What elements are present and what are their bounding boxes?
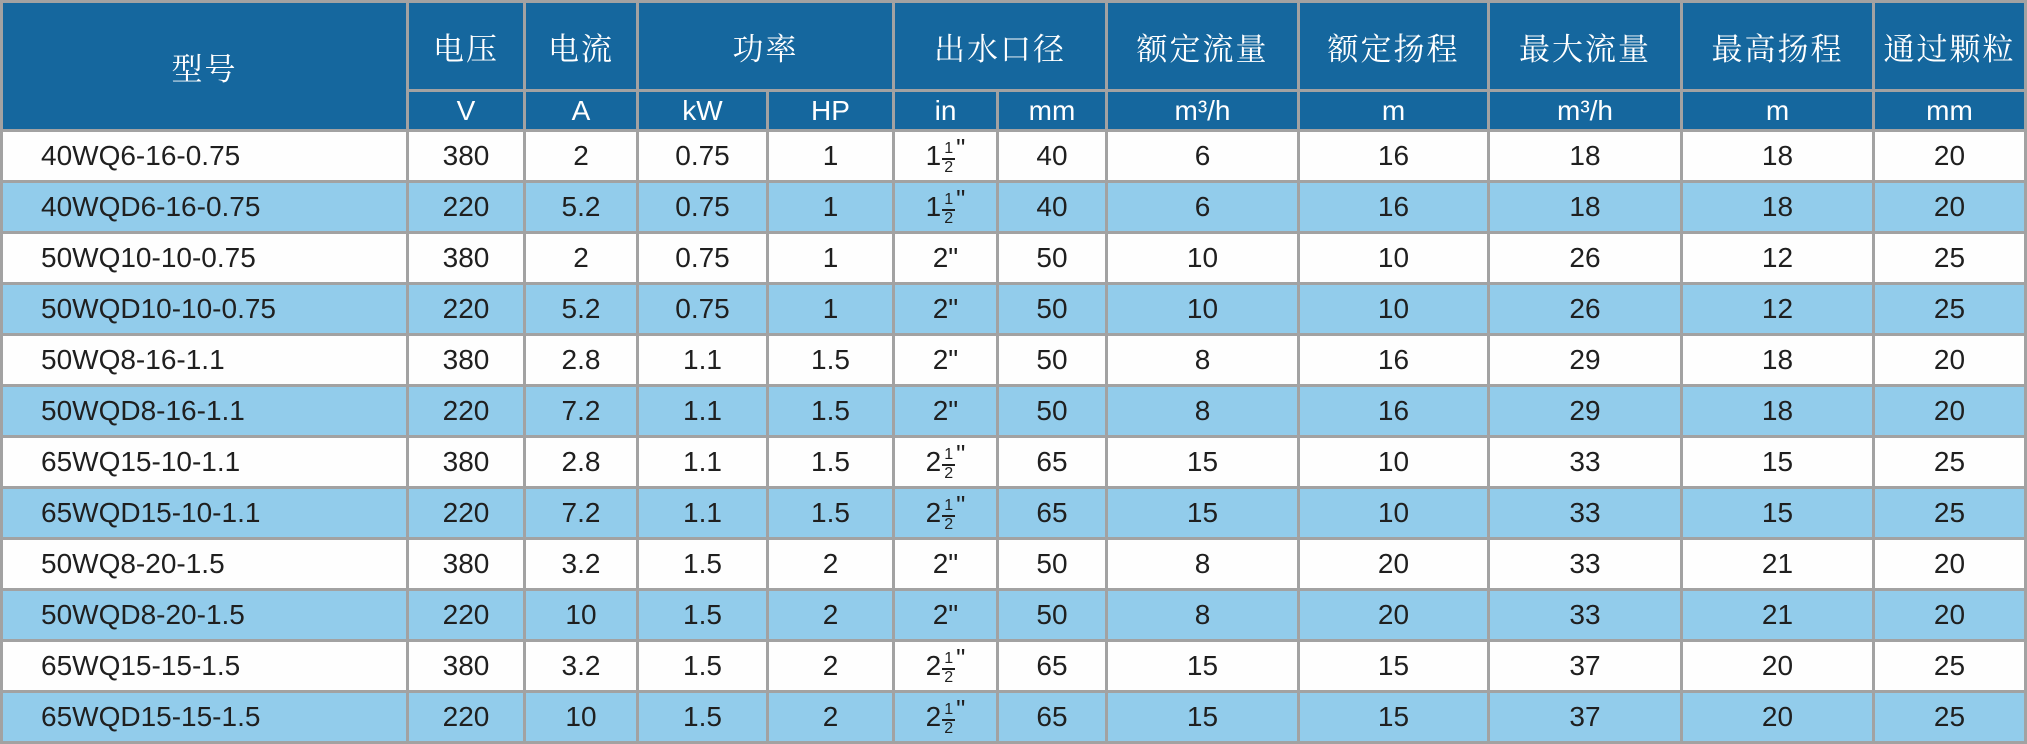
value-cell: 2" — [894, 335, 998, 386]
value-cell: 12 — [1682, 284, 1874, 335]
value-cell: 2 — [768, 539, 894, 590]
value-cell: 12 — [1682, 233, 1874, 284]
value-cell: 2" — [894, 386, 998, 437]
value-cell: 21 — [1682, 590, 1874, 641]
column-header-current: 电流 — [525, 2, 638, 91]
value-cell — [894, 182, 998, 233]
value-cell: 33 — [1489, 590, 1682, 641]
value-cell: 1.1 — [638, 335, 768, 386]
value-cell: 40 — [998, 131, 1107, 182]
table-row — [2, 590, 2026, 641]
value-cell: 1.5 — [638, 641, 768, 692]
value-cell: 18 — [1682, 335, 1874, 386]
inch-fraction-value: 2 $\frac{1}{2}$ " — [925, 490, 966, 533]
value-cell: 380 — [408, 539, 525, 590]
value-cell: 16 — [1299, 386, 1489, 437]
value-cell: 0.75 — [638, 233, 768, 284]
value-cell: 1.5 — [768, 488, 894, 539]
value-cell: 50 — [998, 539, 1107, 590]
value-cell: 15 — [1107, 641, 1299, 692]
model-cell: 50WQ10-10-0.75 — [2, 233, 408, 284]
inch-fraction-value: 1 $\frac{1}{2}$ " — [925, 184, 966, 227]
value-cell: 26 — [1489, 284, 1682, 335]
value-cell: 1.5 — [638, 692, 768, 743]
model-cell: 40WQ6-16-0.75 — [2, 131, 408, 182]
value-cell: 2" — [894, 233, 998, 284]
value-cell: 10 — [1299, 488, 1489, 539]
header-row-labels — [2, 2, 2026, 91]
model-cell: 50WQ8-20-1.5 — [2, 539, 408, 590]
table-row — [2, 284, 2026, 335]
value-cell: 3.2 — [525, 641, 638, 692]
model-cell: 50WQ8-16-1.1 — [2, 335, 408, 386]
value-cell: 2" — [894, 284, 998, 335]
value-cell: 8 — [1107, 386, 1299, 437]
value-cell: 18 — [1489, 182, 1682, 233]
value-cell: 37 — [1489, 641, 1682, 692]
value-cell: 1 — [768, 182, 894, 233]
value-cell: 380 — [408, 233, 525, 284]
model-cell: 65WQ15-15-1.5 — [2, 641, 408, 692]
value-cell — [894, 131, 998, 182]
value-cell: 0.75 — [638, 131, 768, 182]
unit-power-hp: HP — [768, 91, 894, 131]
value-cell: 2 — [525, 233, 638, 284]
inch-fraction-value: 1 $\frac{1}{2}$ " — [925, 133, 966, 176]
value-cell: 29 — [1489, 386, 1682, 437]
value-cell: 18 — [1682, 131, 1874, 182]
value-cell: 15 — [1107, 488, 1299, 539]
value-cell: 18 — [1489, 131, 1682, 182]
value-cell: 20 — [1874, 131, 2026, 182]
value-cell: 380 — [408, 131, 525, 182]
value-cell: 7.2 — [525, 386, 638, 437]
value-cell: 15 — [1299, 641, 1489, 692]
table-row — [2, 488, 2026, 539]
value-cell: 8 — [1107, 590, 1299, 641]
value-cell — [894, 488, 998, 539]
inch-fraction-value: 2 $\frac{1}{2}$ " — [925, 439, 966, 482]
value-cell: 20 — [1682, 641, 1874, 692]
inch-fraction-value: 2 $\frac{1}{2}$ " — [925, 643, 966, 686]
value-cell: 10 — [525, 590, 638, 641]
table-row — [2, 233, 2026, 284]
value-cell: 25 — [1874, 692, 2026, 743]
value-cell: 2" — [894, 590, 998, 641]
model-cell: 65WQD15-10-1.1 — [2, 488, 408, 539]
value-cell: 15 — [1299, 692, 1489, 743]
column-header-model: 型号 — [2, 2, 408, 131]
value-cell: 380 — [408, 437, 525, 488]
value-cell: 18 — [1682, 386, 1874, 437]
value-cell: 3.2 — [525, 539, 638, 590]
model-cell: 50WQD10-10-0.75 — [2, 284, 408, 335]
unit-max-flow: m³/h — [1489, 91, 1682, 131]
value-cell: 1.5 — [638, 539, 768, 590]
column-header-max-head: 最高扬程 — [1682, 2, 1874, 91]
value-cell: 16 — [1299, 182, 1489, 233]
value-cell: 220 — [408, 692, 525, 743]
value-cell — [894, 641, 998, 692]
value-cell: 16 — [1299, 131, 1489, 182]
value-cell: 65 — [998, 641, 1107, 692]
table-row — [2, 131, 2026, 182]
value-cell: 50 — [998, 284, 1107, 335]
table-row — [2, 539, 2026, 590]
value-cell: 21 — [1682, 539, 1874, 590]
value-cell — [894, 692, 998, 743]
value-cell: 15 — [1107, 437, 1299, 488]
unit-voltage: V — [408, 91, 525, 131]
value-cell: 1.1 — [638, 386, 768, 437]
table-row — [2, 386, 2026, 437]
value-cell: 50 — [998, 386, 1107, 437]
value-cell: 380 — [408, 335, 525, 386]
model-cell: 65WQD15-15-1.5 — [2, 692, 408, 743]
table-row — [2, 692, 2026, 743]
value-cell: 29 — [1489, 335, 1682, 386]
table-row — [2, 641, 2026, 692]
value-cell: 1 — [768, 131, 894, 182]
table-row — [2, 437, 2026, 488]
value-cell: 1.1 — [638, 437, 768, 488]
table-header — [2, 2, 2026, 131]
value-cell — [894, 437, 998, 488]
column-header-outlet: 出水口径 — [894, 2, 1107, 91]
value-cell: 20 — [1874, 539, 2026, 590]
value-cell: 65 — [998, 488, 1107, 539]
unit-rated-flow: m³/h — [1107, 91, 1299, 131]
model-cell: 40WQD6-16-0.75 — [2, 182, 408, 233]
value-cell: 2 — [768, 641, 894, 692]
value-cell: 25 — [1874, 233, 2026, 284]
value-cell: 10 — [1107, 233, 1299, 284]
column-header-power: 功率 — [638, 2, 894, 91]
value-cell: 20 — [1874, 590, 2026, 641]
unit-current: A — [525, 91, 638, 131]
inch-fraction-value: 2 $\frac{1}{2}$ " — [925, 694, 966, 737]
value-cell: 220 — [408, 488, 525, 539]
unit-max-head: m — [1682, 91, 1874, 131]
unit-outlet-mm: mm — [998, 91, 1107, 131]
value-cell: 50 — [998, 233, 1107, 284]
value-cell: 20 — [1299, 590, 1489, 641]
value-cell: 25 — [1874, 437, 2026, 488]
value-cell: 50 — [998, 590, 1107, 641]
value-cell: 6 — [1107, 182, 1299, 233]
column-header-max-flow: 最大流量 — [1489, 2, 1682, 91]
value-cell: 20 — [1874, 335, 2026, 386]
value-cell: 2.8 — [525, 335, 638, 386]
value-cell: 220 — [408, 590, 525, 641]
value-cell: 220 — [408, 386, 525, 437]
value-cell: 1.5 — [638, 590, 768, 641]
value-cell: 15 — [1682, 437, 1874, 488]
value-cell: 5.2 — [525, 284, 638, 335]
unit-outlet-in: in — [894, 91, 998, 131]
column-header-rated-flow: 额定流量 — [1107, 2, 1299, 91]
value-cell: 15 — [1682, 488, 1874, 539]
value-cell: 220 — [408, 182, 525, 233]
value-cell: 0.75 — [638, 284, 768, 335]
value-cell: 0.75 — [638, 182, 768, 233]
model-cell: 50WQD8-20-1.5 — [2, 590, 408, 641]
value-cell: 8 — [1107, 335, 1299, 386]
value-cell: 33 — [1489, 539, 1682, 590]
value-cell: 2 — [768, 692, 894, 743]
value-cell: 2" — [894, 539, 998, 590]
value-cell: 1.5 — [768, 335, 894, 386]
column-header-particle: 通过颗粒 — [1874, 2, 2026, 91]
column-header-voltage: 电压 — [408, 2, 525, 91]
value-cell: 65 — [998, 692, 1107, 743]
value-cell: 220 — [408, 284, 525, 335]
value-cell: 65 — [998, 437, 1107, 488]
unit-power-kw: kW — [638, 91, 768, 131]
value-cell: 2.8 — [525, 437, 638, 488]
value-cell: 1 — [768, 233, 894, 284]
table-body — [2, 131, 2026, 743]
value-cell: 1.5 — [768, 386, 894, 437]
value-cell: 10 — [525, 692, 638, 743]
value-cell: 25 — [1874, 641, 2026, 692]
value-cell: 20 — [1682, 692, 1874, 743]
value-cell: 20 — [1299, 539, 1489, 590]
value-cell: 10 — [1299, 284, 1489, 335]
model-cell: 50WQD8-16-1.1 — [2, 386, 408, 437]
value-cell: 25 — [1874, 284, 2026, 335]
value-cell: 40 — [998, 182, 1107, 233]
value-cell: 5.2 — [525, 182, 638, 233]
value-cell: 50 — [998, 335, 1107, 386]
value-cell: 26 — [1489, 233, 1682, 284]
unit-rated-head: m — [1299, 91, 1489, 131]
value-cell: 10 — [1299, 233, 1489, 284]
value-cell: 37 — [1489, 692, 1682, 743]
value-cell: 16 — [1299, 335, 1489, 386]
value-cell: 15 — [1107, 692, 1299, 743]
value-cell: 20 — [1874, 182, 2026, 233]
value-cell: 380 — [408, 641, 525, 692]
model-cell: 65WQ15-10-1.1 — [2, 437, 408, 488]
value-cell: 33 — [1489, 437, 1682, 488]
value-cell: 20 — [1874, 386, 2026, 437]
value-cell: 2 — [768, 590, 894, 641]
value-cell: 1.5 — [768, 437, 894, 488]
table-row — [2, 182, 2026, 233]
value-cell: 8 — [1107, 539, 1299, 590]
value-cell: 6 — [1107, 131, 1299, 182]
value-cell: 33 — [1489, 488, 1682, 539]
unit-particle: mm — [1874, 91, 2026, 131]
column-header-rated-head: 额定扬程 — [1299, 2, 1489, 91]
value-cell: 25 — [1874, 488, 2026, 539]
value-cell: 10 — [1107, 284, 1299, 335]
value-cell: 10 — [1299, 437, 1489, 488]
value-cell: 18 — [1682, 182, 1874, 233]
value-cell: 7.2 — [525, 488, 638, 539]
value-cell: 1 — [768, 284, 894, 335]
value-cell: 2 — [525, 131, 638, 182]
table-row — [2, 335, 2026, 386]
value-cell: 1.1 — [638, 488, 768, 539]
